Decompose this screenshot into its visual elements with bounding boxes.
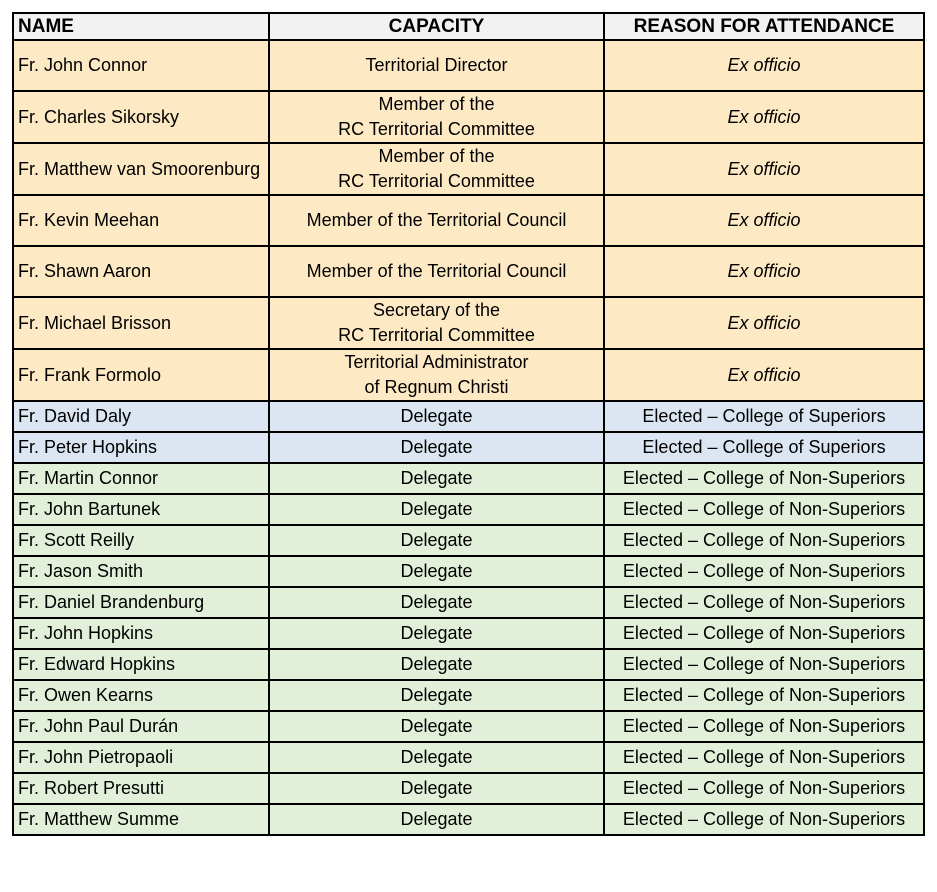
table-row bbox=[13, 91, 924, 143]
name-cell: Fr. John Paul Durán bbox=[13, 711, 269, 742]
name-cell: Fr. Shawn Aaron bbox=[13, 246, 269, 297]
capacity-line: RC Territorial Committee bbox=[338, 325, 535, 345]
reason-cell: Elected – College of Superiors bbox=[604, 432, 924, 463]
capacity-cell bbox=[269, 143, 604, 195]
name-cell: Fr. Scott Reilly bbox=[13, 525, 269, 556]
capacity-line: Member of the bbox=[378, 94, 495, 114]
name-cell: Fr. Peter Hopkins bbox=[13, 432, 269, 463]
capacity-cell bbox=[269, 804, 604, 835]
reason-cell: Elected – College of Non-Superiors bbox=[604, 556, 924, 587]
table-row bbox=[13, 401, 924, 432]
name-cell: Fr. Kevin Meehan bbox=[13, 195, 269, 246]
table-row bbox=[13, 297, 924, 349]
reason-cell: Ex officio bbox=[604, 40, 924, 91]
table-row bbox=[13, 711, 924, 742]
reason-cell: Elected – College of Non-Superiors bbox=[604, 773, 924, 804]
reason-cell: Elected – College of Non-Superiors bbox=[604, 494, 924, 525]
table-row bbox=[13, 525, 924, 556]
reason-cell: Elected – College of Non-Superiors bbox=[604, 587, 924, 618]
name-cell: Fr. Charles Sikorsky bbox=[13, 91, 269, 143]
name-cell: Fr. Robert Presutti bbox=[13, 773, 269, 804]
column-header-capacity: CAPACITY bbox=[269, 13, 604, 40]
capacity-line: Member of the Territorial Council bbox=[306, 210, 567, 230]
reason-cell: Elected – College of Non-Superiors bbox=[604, 525, 924, 556]
capacity-cell bbox=[269, 773, 604, 804]
name-cell: Fr. John Hopkins bbox=[13, 618, 269, 649]
capacity-cell bbox=[269, 195, 604, 246]
reason-cell: Ex officio bbox=[604, 143, 924, 195]
capacity-line: Territorial Administrator bbox=[344, 352, 529, 372]
capacity-line: Member of the bbox=[378, 146, 495, 166]
table-row bbox=[13, 349, 924, 401]
name-cell: Fr. Jason Smith bbox=[13, 556, 269, 587]
capacity-cell bbox=[269, 297, 604, 349]
table-row bbox=[13, 804, 924, 835]
capacity-cell bbox=[269, 680, 604, 711]
reason-cell: Elected – College of Non-Superiors bbox=[604, 649, 924, 680]
capacity-cell bbox=[269, 463, 604, 494]
reason-cell: Elected – College of Non-Superiors bbox=[604, 711, 924, 742]
capacity-line: Delegate bbox=[400, 499, 473, 519]
name-cell: Fr. Daniel Brandenburg bbox=[13, 587, 269, 618]
reason-cell: Elected – College of Non-Superiors bbox=[604, 804, 924, 835]
reason-cell: Ex officio bbox=[604, 349, 924, 401]
name-cell: Fr. David Daly bbox=[13, 401, 269, 432]
capacity-cell bbox=[269, 711, 604, 742]
header-row bbox=[13, 13, 924, 40]
column-header-name: NAME bbox=[13, 13, 269, 40]
reason-cell: Elected – College of Non-Superiors bbox=[604, 680, 924, 711]
reason-cell: Ex officio bbox=[604, 246, 924, 297]
attendance-table bbox=[12, 12, 925, 836]
reason-cell: Elected – College of Superiors bbox=[604, 401, 924, 432]
capacity-cell bbox=[269, 742, 604, 773]
table-row bbox=[13, 618, 924, 649]
name-cell: Fr. Owen Kearns bbox=[13, 680, 269, 711]
capacity-line: Delegate bbox=[400, 592, 473, 612]
capacity-line: Delegate bbox=[400, 747, 473, 767]
capacity-cell bbox=[269, 494, 604, 525]
reason-cell: Elected – College of Non-Superiors bbox=[604, 618, 924, 649]
capacity-line: Delegate bbox=[400, 406, 473, 426]
table-header bbox=[13, 13, 924, 40]
name-cell: Fr. John Connor bbox=[13, 40, 269, 91]
table-row bbox=[13, 649, 924, 680]
capacity-cell bbox=[269, 91, 604, 143]
capacity-line: RC Territorial Committee bbox=[338, 171, 535, 191]
capacity-cell bbox=[269, 649, 604, 680]
capacity-line: RC Territorial Committee bbox=[338, 119, 535, 139]
table-row bbox=[13, 587, 924, 618]
name-cell: Fr. Matthew Summe bbox=[13, 804, 269, 835]
capacity-line: Delegate bbox=[400, 716, 473, 736]
capacity-line: of Regnum Christi bbox=[364, 377, 509, 397]
table-row bbox=[13, 773, 924, 804]
table-row bbox=[13, 680, 924, 711]
table-row bbox=[13, 742, 924, 773]
capacity-cell bbox=[269, 432, 604, 463]
name-cell: Fr. John Pietropaoli bbox=[13, 742, 269, 773]
reason-cell: Elected – College of Non-Superiors bbox=[604, 742, 924, 773]
column-header-reason: REASON FOR ATTENDANCE bbox=[604, 13, 924, 40]
capacity-cell bbox=[269, 525, 604, 556]
name-cell: Fr. Michael Brisson bbox=[13, 297, 269, 349]
table-row bbox=[13, 432, 924, 463]
reason-cell: Elected – College of Non-Superiors bbox=[604, 463, 924, 494]
capacity-line: Delegate bbox=[400, 778, 473, 798]
capacity-line: Territorial Director bbox=[365, 55, 508, 75]
capacity-cell bbox=[269, 401, 604, 432]
table-row bbox=[13, 494, 924, 525]
name-cell: Fr. Edward Hopkins bbox=[13, 649, 269, 680]
name-cell: Fr. John Bartunek bbox=[13, 494, 269, 525]
name-cell: Fr. Matthew van Smoorenburg bbox=[13, 143, 269, 195]
table-row bbox=[13, 463, 924, 494]
reason-cell: Ex officio bbox=[604, 297, 924, 349]
table-row bbox=[13, 143, 924, 195]
capacity-line: Delegate bbox=[400, 654, 473, 674]
capacity-cell bbox=[269, 556, 604, 587]
table-body bbox=[13, 40, 924, 835]
capacity-cell bbox=[269, 349, 604, 401]
capacity-line: Delegate bbox=[400, 623, 473, 643]
capacity-line: Delegate bbox=[400, 468, 473, 488]
capacity-cell bbox=[269, 618, 604, 649]
table-row bbox=[13, 246, 924, 297]
table-row bbox=[13, 40, 924, 91]
reason-cell: Ex officio bbox=[604, 195, 924, 246]
capacity-cell bbox=[269, 587, 604, 618]
table-row bbox=[13, 556, 924, 587]
capacity-line: Secretary of the bbox=[372, 300, 501, 320]
capacity-line: Member of the Territorial Council bbox=[306, 261, 567, 281]
reason-cell: Ex officio bbox=[604, 91, 924, 143]
capacity-line: Delegate bbox=[400, 685, 473, 705]
table-row bbox=[13, 195, 924, 246]
capacity-line: Delegate bbox=[400, 561, 473, 581]
name-cell: Fr. Frank Formolo bbox=[13, 349, 269, 401]
capacity-line: Delegate bbox=[400, 437, 473, 457]
capacity-cell bbox=[269, 246, 604, 297]
capacity-cell bbox=[269, 40, 604, 91]
capacity-line: Delegate bbox=[400, 809, 473, 829]
name-cell: Fr. Martin Connor bbox=[13, 463, 269, 494]
capacity-line: Delegate bbox=[400, 530, 473, 550]
